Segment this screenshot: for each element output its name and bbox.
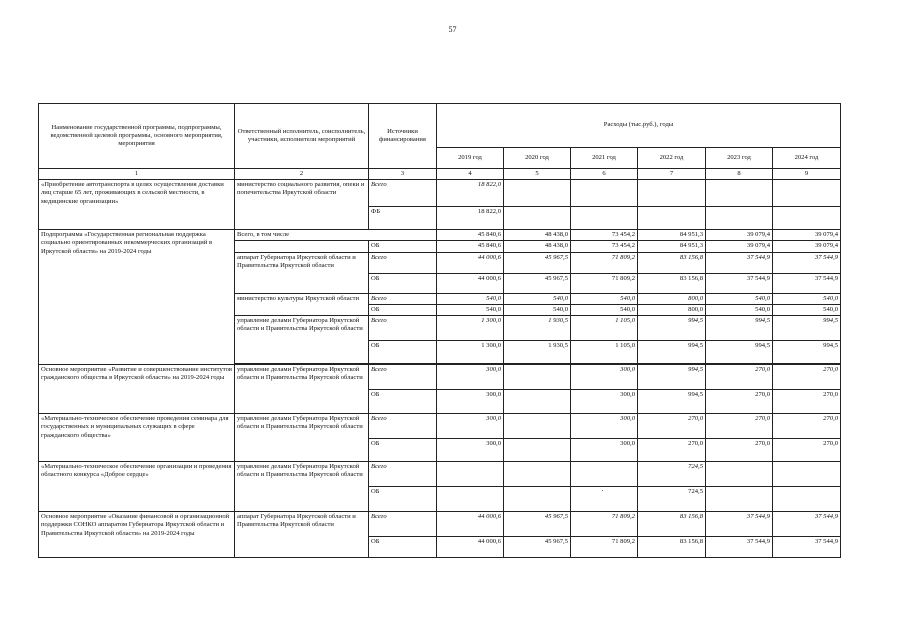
value-cell: 1 300,0 <box>437 341 504 364</box>
value-cell <box>504 414 571 439</box>
value-cell <box>437 462 504 487</box>
column-number: 6 <box>571 169 638 180</box>
value-cell: 270,0 <box>706 365 773 390</box>
header-name: Наименование государственной программы, подпрограммы, ведомственной целевой программы, основного мероприятия, мероприятия <box>39 104 235 169</box>
value-cell: 540,0 <box>773 293 841 304</box>
value-cell: 724,5 <box>638 462 706 487</box>
table-row <box>39 414 841 439</box>
value-cell: 540,0 <box>437 293 504 304</box>
value-cell: 994,5 <box>638 365 706 390</box>
value-cell <box>571 207 638 230</box>
value-cell: 270,0 <box>638 414 706 439</box>
value-cell: 18 822,0 <box>437 180 504 207</box>
value-cell: 994,5 <box>638 316 706 341</box>
table-row <box>39 365 841 390</box>
value-cell <box>706 207 773 230</box>
value-cell: 37 544,9 <box>706 537 773 558</box>
value-cell <box>571 487 638 512</box>
value-cell: 270,0 <box>773 365 841 390</box>
value-cell: 71 809,2 <box>571 512 638 537</box>
value-cell: 540,0 <box>773 304 841 315</box>
column-number: 3 <box>369 169 437 180</box>
value-cell: 18 822,0 <box>437 207 504 230</box>
value-cell: 300,0 <box>437 365 504 390</box>
value-cell <box>773 487 841 512</box>
value-cell: 45 840,6 <box>437 241 504 252</box>
source-label: Всего, в том числе <box>235 230 437 241</box>
value-cell <box>638 207 706 230</box>
source-label: Всего <box>369 180 437 207</box>
source-label: ОБ <box>369 304 437 315</box>
value-cell: 44 000,6 <box>437 537 504 558</box>
value-cell: 270,0 <box>638 439 706 462</box>
table-row <box>39 230 841 241</box>
column-number: 8 <box>706 169 773 180</box>
source-label: ОБ <box>369 273 437 293</box>
value-cell <box>706 180 773 207</box>
header-year: 2024 год <box>773 148 841 169</box>
row-name: «Приобретение автотранспорта в целях осуществления доставки лиц старше 65 лет, проживающих в сельской местности, в медицинские организации» <box>39 180 235 230</box>
source-label: Всего <box>369 512 437 537</box>
column-number: 7 <box>638 169 706 180</box>
row-executor: министерство культуры Иркутской области <box>235 293 369 315</box>
value-cell: 37 544,9 <box>773 252 841 273</box>
row-name: Основное мероприятие «Оказание финансовой и организационной поддержки СОНКО аппаратом Губернатора Иркутской области и Правительства Иркутской области» на 2019-2024 годы <box>39 512 235 558</box>
value-cell: 994,5 <box>638 341 706 364</box>
value-cell: 540,0 <box>571 293 638 304</box>
value-cell: 44 000,6 <box>437 512 504 537</box>
value-cell: 270,0 <box>706 439 773 462</box>
header-year: 2019 год <box>437 148 504 169</box>
value-cell: 39 079,4 <box>773 241 841 252</box>
value-cell <box>504 207 571 230</box>
value-cell: 48 438,0 <box>504 230 571 241</box>
value-cell: 270,0 <box>773 414 841 439</box>
column-number: 2 <box>235 169 369 180</box>
table-row <box>39 180 841 207</box>
value-cell: 300,0 <box>571 414 638 439</box>
header-expenses: Расходы (тыс.руб.), годы <box>437 104 841 148</box>
header-executor: Ответственный исполнитель, соисполнитель, участники, исполнители мероприятий <box>235 104 369 169</box>
row-executor: управление делами Губернатора Иркутской области и Правительства Иркутской области <box>235 365 369 414</box>
value-cell: 994,5 <box>706 341 773 364</box>
source-label: ОБ <box>369 390 437 414</box>
source-label: ФБ <box>369 207 437 230</box>
source-label: Всего <box>369 462 437 487</box>
row-executor-blank <box>235 241 369 252</box>
value-cell: 84 951,3 <box>638 241 706 252</box>
scan-speck <box>602 490 603 491</box>
source-label: Всего <box>369 365 437 390</box>
header-year: 2020 год <box>504 148 571 169</box>
value-cell: 540,0 <box>706 293 773 304</box>
row-executor: управление делами Губернатора Иркутской области и Правительства Иркутской области <box>235 462 369 512</box>
row-executor: аппарат Губернатора Иркутской области и Правительства Иркутской области <box>235 512 369 558</box>
source-label: Всего <box>369 414 437 439</box>
row-executor: управление делами Губернатора Иркутской области и Правительства Иркутской области <box>235 316 369 364</box>
source-label: Всего <box>369 293 437 304</box>
value-cell: 44 000,6 <box>437 252 504 273</box>
value-cell: 300,0 <box>437 439 504 462</box>
value-cell: 300,0 <box>571 390 638 414</box>
source-label: ОБ <box>369 537 437 558</box>
value-cell: 84 951,3 <box>638 230 706 241</box>
value-cell: 300,0 <box>437 414 504 439</box>
value-cell <box>437 487 504 512</box>
row-name: Основное мероприятие «Развитие и совершенствование институтов гражданского общества в Иркутской области» на 2019-2024 годы <box>39 365 235 414</box>
row-executor: управление делами Губернатора Иркутской области и Правительства Иркутской области <box>235 414 369 462</box>
table-row <box>39 512 841 537</box>
value-cell: 994,5 <box>773 316 841 341</box>
column-number: 4 <box>437 169 504 180</box>
value-cell <box>773 207 841 230</box>
row-executor: министерство социального развития, опеки и попечительства Иркутской области <box>235 180 369 230</box>
value-cell: 300,0 <box>571 439 638 462</box>
value-cell: 73 454,2 <box>571 230 638 241</box>
value-cell <box>571 180 638 207</box>
value-cell: 45 967,5 <box>504 273 571 293</box>
value-cell <box>706 462 773 487</box>
value-cell <box>571 462 638 487</box>
header-year: 2021 год <box>571 148 638 169</box>
page-number: 57 <box>448 25 457 34</box>
value-cell: 45 967,5 <box>504 537 571 558</box>
source-label: Всего <box>369 316 437 341</box>
value-cell: 83 156,8 <box>638 537 706 558</box>
source-label: ОБ <box>369 487 437 512</box>
value-cell: 540,0 <box>571 304 638 315</box>
value-cell: 1 930,5 <box>504 341 571 364</box>
value-cell: 540,0 <box>504 304 571 315</box>
value-cell: 540,0 <box>706 304 773 315</box>
value-cell: 37 544,9 <box>773 512 841 537</box>
value-cell <box>504 487 571 512</box>
value-cell: 83 156,8 <box>638 252 706 273</box>
value-cell: 37 544,9 <box>706 252 773 273</box>
value-cell: 39 079,4 <box>773 230 841 241</box>
value-cell: 39 079,4 <box>706 241 773 252</box>
source-label: ОБ <box>369 341 437 364</box>
value-cell <box>773 462 841 487</box>
value-cell: 270,0 <box>773 390 841 414</box>
value-cell: 37 544,9 <box>706 512 773 537</box>
value-cell <box>773 180 841 207</box>
value-cell <box>504 462 571 487</box>
value-cell: 800,0 <box>638 293 706 304</box>
value-cell: 71 809,2 <box>571 252 638 273</box>
source-label: ОБ <box>369 241 437 252</box>
table-row <box>39 462 841 487</box>
value-cell: 994,5 <box>773 341 841 364</box>
header-year: 2022 год <box>638 148 706 169</box>
row-name: Подпрограмма «Государственная региональная поддержка социально ориентированных некоммерческих организаций в Иркутской области» на 2019-2024 годы <box>39 230 235 365</box>
value-cell: 37 544,9 <box>773 273 841 293</box>
column-number: 9 <box>773 169 841 180</box>
row-name: «Материально-техническое обеспечение проведения семинара для государственных и муниципальных служащих в сфере гражданского общества» <box>39 414 235 462</box>
value-cell: 45 967,5 <box>504 512 571 537</box>
source-label: ОБ <box>369 439 437 462</box>
value-cell <box>706 487 773 512</box>
column-number-row <box>39 169 841 180</box>
value-cell: 71 809,2 <box>571 273 638 293</box>
row-name: «Материально-техническое обеспечение организации и проведения областного конкурса «Доброе сердце» <box>39 462 235 512</box>
value-cell <box>638 180 706 207</box>
value-cell: 270,0 <box>773 439 841 462</box>
value-cell: 48 438,0 <box>504 241 571 252</box>
value-cell: 73 454,2 <box>571 241 638 252</box>
value-cell: 300,0 <box>437 390 504 414</box>
header-source: Источники финансирования <box>369 104 437 169</box>
row-executor: аппарат Губернатора Иркутской области и Правительства Иркутской области <box>235 252 369 293</box>
value-cell <box>504 390 571 414</box>
value-cell: 540,0 <box>437 304 504 315</box>
value-cell: 994,5 <box>706 316 773 341</box>
header-year: 2023 год <box>706 148 773 169</box>
source-label: Всего <box>369 252 437 273</box>
value-cell: 45 967,5 <box>504 252 571 273</box>
value-cell: 44 000,6 <box>437 273 504 293</box>
column-number: 5 <box>504 169 571 180</box>
value-cell: 1 930,5 <box>504 316 571 341</box>
value-cell <box>504 180 571 207</box>
value-cell: 270,0 <box>706 390 773 414</box>
value-cell: 1 105,0 <box>571 316 638 341</box>
value-cell: 724,5 <box>638 487 706 512</box>
value-cell <box>504 365 571 390</box>
value-cell: 1 300,0 <box>437 316 504 341</box>
column-number: 1 <box>39 169 235 180</box>
value-cell: 1 105,0 <box>571 341 638 364</box>
value-cell: 39 079,4 <box>706 230 773 241</box>
value-cell: 800,0 <box>638 304 706 315</box>
value-cell: 540,0 <box>504 293 571 304</box>
budget-table <box>38 103 841 558</box>
value-cell: 83 156,8 <box>638 512 706 537</box>
value-cell: 71 809,2 <box>571 537 638 558</box>
value-cell: 45 840,6 <box>437 230 504 241</box>
value-cell: 300,0 <box>571 365 638 390</box>
value-cell: 994,5 <box>638 390 706 414</box>
value-cell: 270,0 <box>706 414 773 439</box>
value-cell <box>504 439 571 462</box>
value-cell: 83 156,8 <box>638 273 706 293</box>
value-cell: 37 544,9 <box>773 537 841 558</box>
value-cell: 37 544,9 <box>706 273 773 293</box>
